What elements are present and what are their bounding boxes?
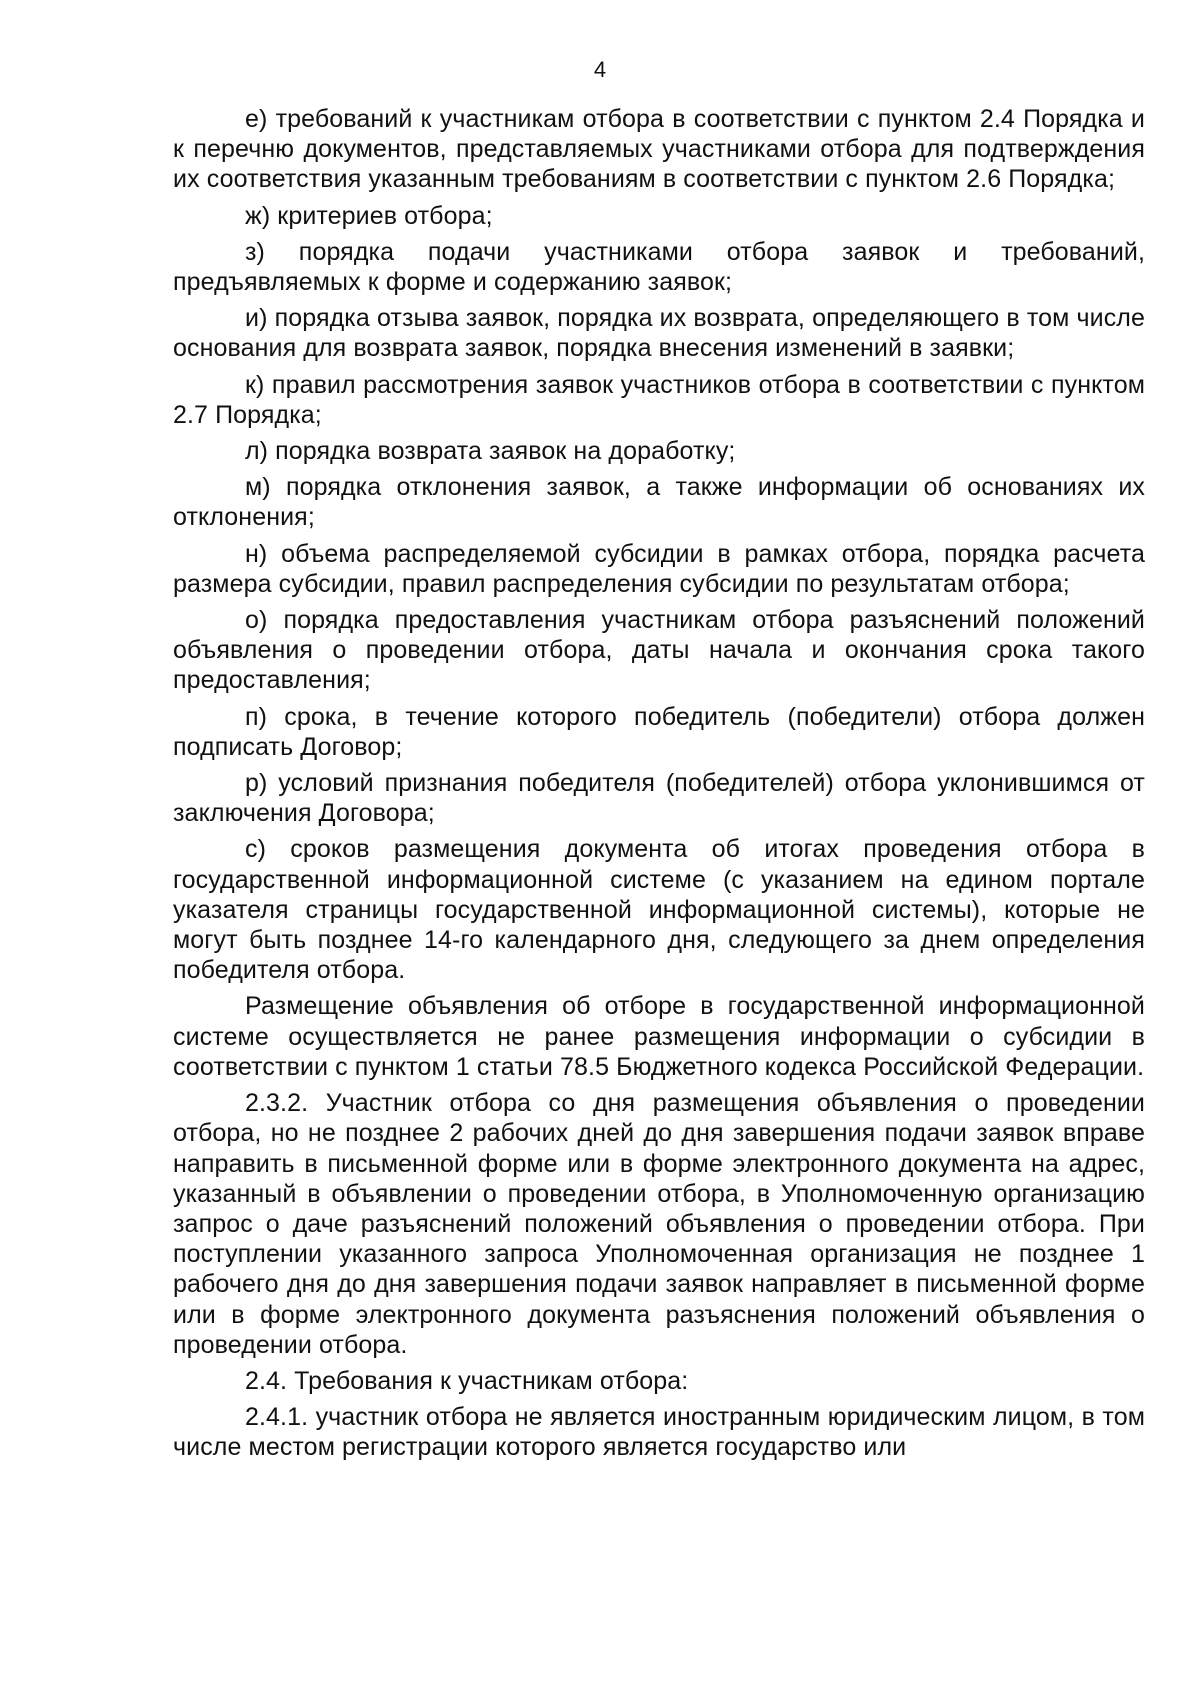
paragraph-announcement-placement: Размещение объявления об отборе в государственной информационной системе осуществляется не ранее размещения информации о субсидии в соответствии с пунктом 1 статьи 78.5 Бюджетного кодекса Российской Федерации.	[173, 992, 1145, 1081]
paragraph-l: л) порядка возврата заявок на доработку;	[245, 437, 736, 466]
paragraph-n: н) объема распределяемой субсидии в рамках отбора, порядка расчета размера субсидии, правил распределения субсидии по результатам отбора;	[173, 539, 1145, 598]
paragraph-p: п) срока, в течение которого победитель (победители) отбора должен подписать Договор;	[173, 702, 1145, 761]
paragraph-k: к) правил рассмотрения заявок участников отбора в соответствии с пунктом 2.7 Порядка;	[173, 370, 1145, 429]
paragraph-zh: ж) критериев отбора;	[245, 201, 493, 230]
paragraph-2-3-2: 2.3.2. Участник отбора со дня размещения объявления о проведении отбора, но не позднее 2 рабочих дней до дня завершения подачи заявок вправе направить в письменной форме или в форме электронного документа на адрес, указанный в объявлении о проведении отбора, в Уполномоченную организацию запрос о даче разъяснений положений объявления о проведении отбора. При поступлении указанного запроса Уполномоченная организация не позднее 1 рабочего дня до дня завершения подачи заявок направляет в письменной форме или в форме электронного документа разъяснения положений объявления о проведении отбора.	[173, 1089, 1145, 1359]
paragraph-r: р) условий признания победителя (победителей) отбора уклонившимся от заключения Договора;	[173, 769, 1145, 828]
paragraph-o: о) порядка предоставления участникам отбора разъяснений положений объявления о проведении отбора, даты начала и окончания срока такого предоставления;	[173, 606, 1145, 695]
paragraph-m: м) порядка отклонения заявок, а также информации об основаниях их отклонения;	[173, 473, 1145, 532]
paragraph-z: з) порядка подачи участниками отбора заявок и требований, предъявляемых к форме и содержанию заявок;	[173, 237, 1145, 297]
page-number: 4	[593, 57, 607, 82]
document-body	[173, 104, 1145, 1469]
paragraph-2-4-heading: 2.4. Требования к участникам отбора:	[245, 1366, 689, 1395]
paragraph-i: и) порядка отзыва заявок, порядка их возврата, определяющего в том числе основания для возврата заявок, порядка внесения изменений в заявки;	[173, 304, 1145, 363]
paragraph-s: с) сроков размещения документа об итогах проведения отбора в государственной информационной системе (с указанием на едином портале указателя страницы государственной информационной системы), которые не могут быть позднее 14-го календарного дня, следующего за днем определения победителя отбора.	[173, 835, 1145, 985]
paragraph-e: е) требований к участникам отбора в соответствии с пунктом 2.4 Порядка и к перечню документов, представляемых участниками отбора для подтверждения их соответствия указанным требованиям в соответствии с пунктом 2.6 Порядка;	[173, 105, 1145, 194]
paragraph-2-4-1: 2.4.1. участник отбора не является иностранным юридическим лицом, в том числе местом регистрации которого является государство или	[173, 1403, 1145, 1462]
